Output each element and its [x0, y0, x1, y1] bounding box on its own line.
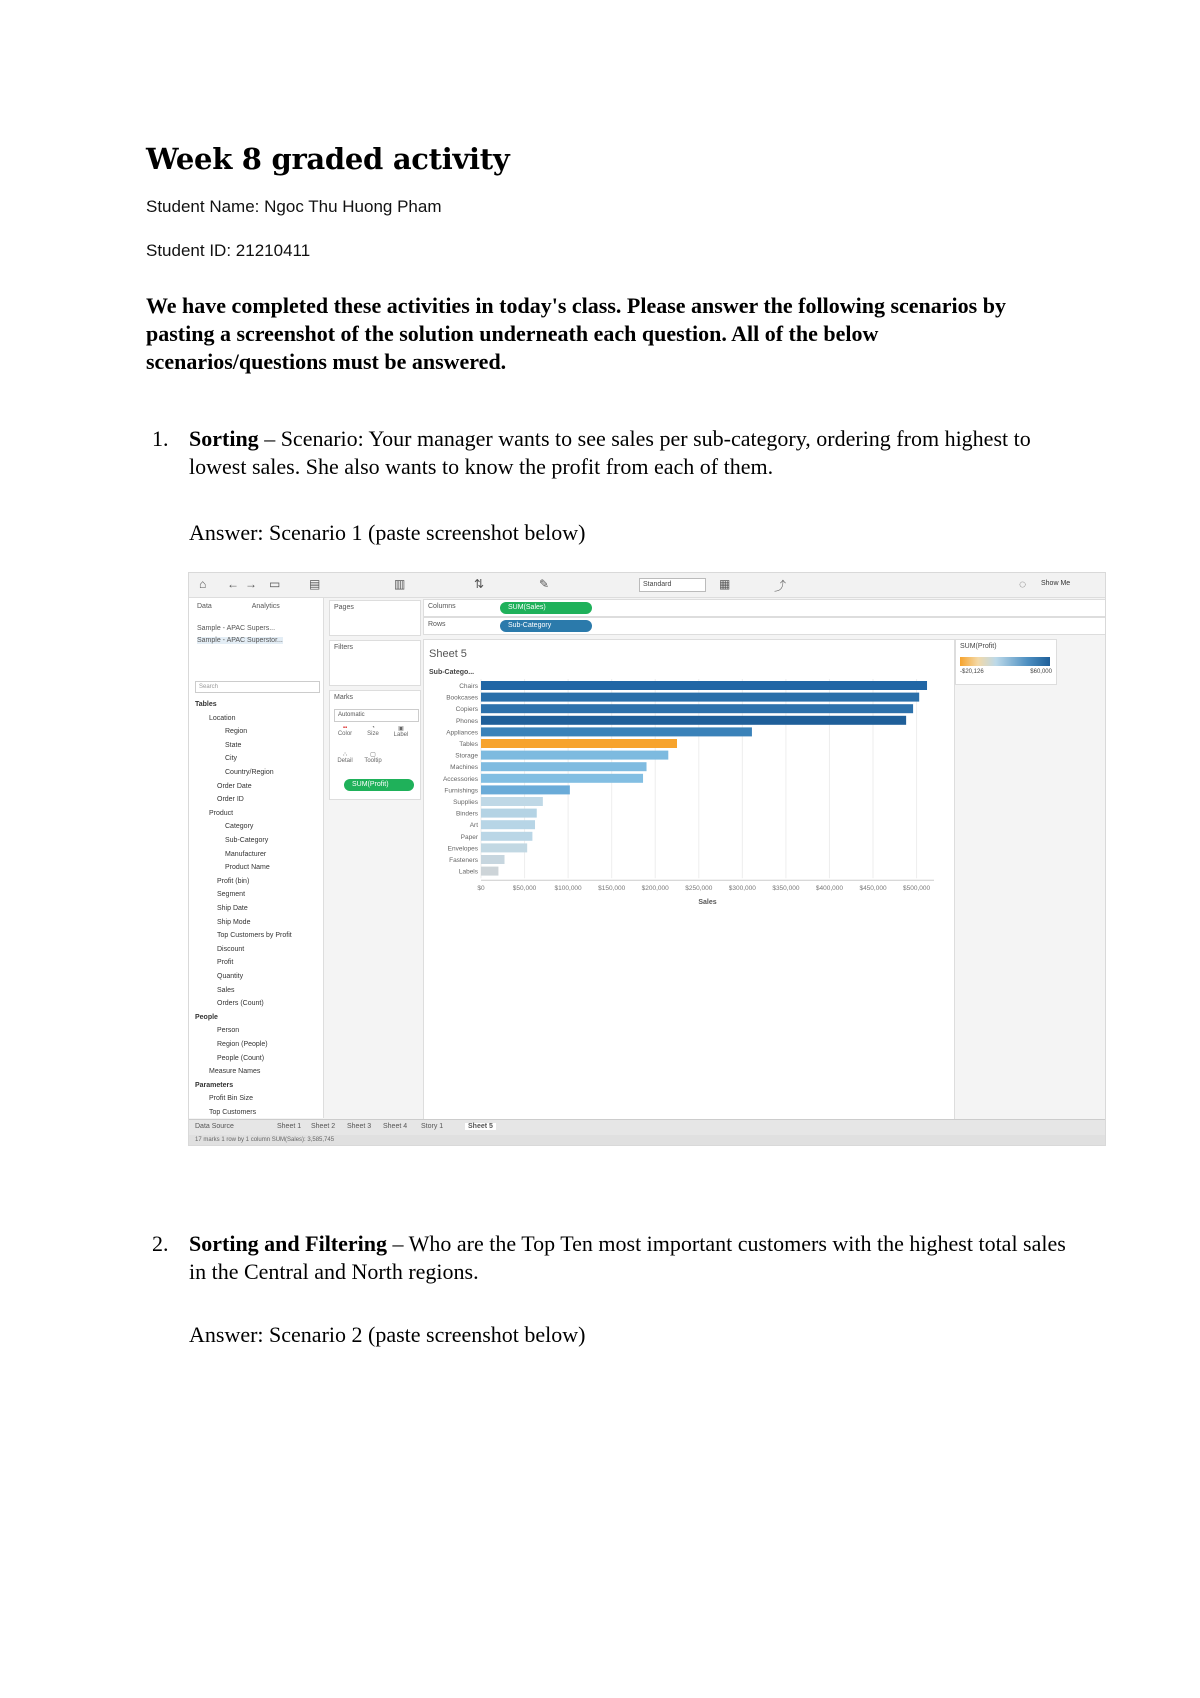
swap-icon: ⇅: [474, 577, 485, 591]
category-label: Copiers: [455, 706, 478, 714]
field-item[interactable]: Top Customers by Profit: [217, 932, 292, 940]
field-group-header[interactable]: People: [195, 1013, 218, 1021]
field-item[interactable]: Sales: [217, 986, 235, 994]
answer-label-1: Answer: Scenario 1 (paste screenshot below): [189, 520, 586, 545]
tick-label: $100,000: [554, 885, 582, 893]
student-id-line: [146, 241, 310, 261]
analytics-tab[interactable]: Analytics: [251, 603, 280, 610]
question-lead: Sorting and Filtering: [189, 1231, 388, 1256]
size-button[interactable]: ◔ Size: [367, 725, 379, 737]
student-name-line: [146, 197, 442, 217]
tick-label: $200,000: [641, 885, 669, 893]
category-label: Bookcases: [446, 694, 478, 702]
question-1: [152, 425, 1082, 481]
field-search-input[interactable]: Search: [195, 681, 320, 693]
legend-gradient: [960, 657, 1050, 666]
save-icon: ▭: [269, 577, 281, 591]
tick-label: $0: [477, 885, 485, 893]
student-name: Ngoc Thu Huong Pham: [264, 197, 442, 216]
category-label: Furnishings: [444, 787, 478, 795]
columns-pill[interactable]: SUM(Sales): [500, 602, 592, 614]
bar: [481, 681, 927, 690]
data-tab[interactable]: Data: [197, 603, 212, 610]
question-text: – Who are the Top Ten most important customers with the highest total sales in the Central and North regions.: [189, 1231, 1066, 1284]
instructions: We have completed these activities in today's class. Please answer the following scenarios by pasting a screenshot of the solution underneath each question. All of the below scenarios/questions must be answered.: [146, 293, 1006, 374]
sheet-tab[interactable]: Data Source: [195, 1123, 234, 1130]
field-item[interactable]: Top Customers: [209, 1109, 257, 1116]
bar: [481, 785, 570, 794]
bar: [481, 727, 752, 736]
field-item[interactable]: Manufacturer: [225, 850, 267, 858]
field-item[interactable]: Profit Bin Size: [209, 1095, 253, 1103]
category-label: Supplies: [453, 799, 478, 806]
field-item[interactable]: Region: [225, 728, 248, 736]
field-group-header[interactable]: Tables: [195, 701, 217, 708]
tick-label: $350,000: [772, 885, 800, 893]
detail-label: Detail: [337, 758, 353, 764]
category-label: Accessories: [442, 775, 478, 783]
legend-min: -$20,126: [960, 669, 984, 675]
student-name-label: Student Name:: [146, 197, 260, 216]
field-item[interactable]: State: [225, 741, 242, 749]
tableau-screenshot: [188, 572, 1106, 1146]
tick-label: $50,000: [512, 885, 537, 893]
student-id-label: Student ID:: [146, 241, 232, 260]
legend-title: SUM(Profit): [960, 643, 997, 650]
new-sheet-icon: ▤: [309, 577, 321, 591]
bar: [481, 843, 527, 852]
row-header: Sub-Catego...: [429, 669, 475, 676]
field-item[interactable]: Country/Region: [225, 769, 274, 776]
detail-button[interactable]: ∴ Detail: [337, 752, 353, 764]
field-item[interactable]: Product Name: [225, 864, 270, 872]
pane-tabs: [197, 603, 280, 610]
field-item[interactable]: City: [225, 755, 238, 763]
pages-card: [329, 600, 421, 636]
status-bar: [189, 1135, 1105, 1145]
show-me-button[interactable]: Show Me: [1041, 580, 1071, 587]
fit-select[interactable]: Standard: [639, 578, 706, 592]
category-label: Art: [469, 822, 478, 830]
field-item[interactable]: Profit (bin): [217, 877, 250, 885]
category-label: Tables: [459, 741, 478, 748]
bar: [481, 774, 643, 783]
redo-icon: →: [245, 577, 257, 591]
sheet-tab[interactable]: Sheet 3: [347, 1123, 372, 1130]
field-item[interactable]: Ship Mode: [217, 918, 251, 926]
bar: [481, 704, 913, 713]
home-icon: ⌂: [199, 577, 207, 591]
bar: [481, 867, 498, 876]
data-pane: [189, 598, 324, 1118]
bar: [481, 693, 919, 702]
datasource-item[interactable]: Sample - APAC Supers...: [197, 625, 276, 632]
field-item[interactable]: People (Count): [217, 1054, 265, 1062]
category-label: Phones: [455, 717, 478, 725]
field-item[interactable]: Profit: [217, 959, 234, 967]
category-label: Storage: [455, 752, 478, 760]
sheet-tab[interactable]: Sheet 1: [277, 1123, 302, 1130]
chart-view: [423, 639, 955, 1120]
field-item[interactable]: Product: [209, 809, 234, 817]
bar: [481, 809, 537, 818]
question-2: [152, 1230, 1082, 1286]
chart-title: Sheet 5: [429, 648, 467, 660]
sheet-tabs: [189, 1119, 1105, 1136]
field-item[interactable]: Measure Names: [209, 1068, 261, 1076]
datasource-item[interactable]: Sample - APAC Superstor...: [197, 637, 283, 644]
tick-label: $300,000: [728, 885, 756, 893]
tooltip-button[interactable]: ▢ Tooltip: [364, 752, 382, 764]
bar: [481, 751, 668, 760]
chart-icon: ▥: [394, 577, 406, 591]
category-label: Labels: [458, 868, 478, 876]
category-label: Envelopes: [447, 845, 478, 853]
tick-label: $400,000: [815, 885, 844, 893]
field-item[interactable]: Discount: [217, 945, 245, 953]
category-label: Appliances: [446, 729, 478, 737]
category-label: Fasteners: [449, 857, 478, 864]
marks-label: Marks: [334, 694, 354, 701]
profit-color-pill[interactable]: SUM(Profit): [344, 779, 414, 791]
x-axis-label: Sales: [698, 899, 717, 907]
field-item[interactable]: Person: [217, 1027, 240, 1035]
bar: [481, 820, 535, 829]
profit-legend: [955, 639, 1057, 685]
undo-icon: ←: [227, 577, 239, 591]
category-label: Machines: [450, 764, 478, 772]
sheet-tab-active[interactable]: Sheet 5: [465, 1123, 496, 1130]
presentation-icon: ▦: [719, 577, 731, 591]
sheet-tab[interactable]: Sheet 2: [311, 1123, 336, 1130]
bar: [481, 832, 532, 841]
filters-label: Filters: [334, 644, 354, 651]
category-label: Paper: [460, 833, 478, 841]
size-label: Size: [367, 731, 379, 737]
bar: [481, 797, 543, 806]
toolbar: [189, 573, 1105, 598]
field-item[interactable]: Order Date: [217, 782, 252, 790]
status-text: 17 marks 1 row by 1 column SUM(Sales): 3,585,745: [195, 1137, 335, 1143]
question-lead: Sorting: [189, 426, 259, 451]
label-button[interactable]: ▣ Label: [393, 726, 409, 738]
bar-chart: [424, 640, 954, 920]
document-title: Week 8 graded activity: [146, 142, 510, 176]
cards-panel: [325, 598, 421, 1118]
field-item[interactable]: Order ID: [217, 796, 244, 804]
rows-label: Rows: [428, 621, 446, 628]
tick-label: $450,000: [859, 885, 887, 893]
tick-label: $150,000: [598, 885, 626, 893]
sheet-tab[interactable]: Story 1: [421, 1123, 444, 1130]
field-item[interactable]: Sub-Category: [225, 837, 269, 844]
question-number: 2.: [152, 1231, 169, 1256]
highlight-icon: ✎: [539, 577, 550, 591]
field-item[interactable]: Orders (Count): [217, 1000, 264, 1008]
filters-card: [329, 640, 421, 686]
sheet-tab[interactable]: Sheet 4: [383, 1123, 408, 1130]
field-item[interactable]: Ship Date: [217, 905, 248, 912]
tick-label: $250,000: [685, 885, 713, 893]
bar: [481, 739, 677, 748]
field-item[interactable]: Segment: [217, 891, 246, 899]
bar: [481, 855, 505, 864]
label-label: Label: [393, 732, 409, 738]
field-item[interactable]: Location: [209, 714, 236, 722]
category-label: Chairs: [459, 683, 478, 690]
color-label: Color: [337, 731, 353, 737]
rows-pill[interactable]: Sub-Category: [500, 620, 592, 632]
color-button[interactable]: ▪▪ Color: [337, 725, 353, 737]
columns-shelf: [423, 599, 1106, 617]
bar: [481, 716, 906, 725]
student-id: 21210411: [235, 241, 311, 260]
field-item[interactable]: Quantity: [217, 973, 244, 980]
rows-shelf: [423, 617, 1106, 635]
marks-card: [329, 690, 421, 800]
field-item[interactable]: Category: [225, 823, 254, 831]
category-label: Binders: [455, 810, 478, 818]
bar: [481, 762, 647, 771]
question-text: – Scenario: Your manager wants to see sales per sub-category, ordering from highest to lowest sales. She also wants to know the profit from each of them.: [189, 426, 1031, 479]
mark-type-select[interactable]: Automatic: [334, 709, 419, 722]
question-number: 1.: [152, 426, 169, 451]
tooltip-label: Tooltip: [364, 758, 382, 764]
tick-label: $500,000: [903, 885, 931, 893]
answer-label-2: Answer: Scenario 2 (paste screenshot below): [189, 1322, 586, 1347]
pages-label: Pages: [334, 604, 354, 611]
legend-max: $60,000: [1030, 669, 1052, 675]
field-item[interactable]: Region (People): [217, 1041, 268, 1048]
comment-icon: ◌: [1019, 577, 1027, 591]
columns-label: Columns: [428, 603, 456, 610]
field-group-header[interactable]: Parameters: [195, 1081, 234, 1089]
share-icon: ⤴: [774, 579, 787, 593]
